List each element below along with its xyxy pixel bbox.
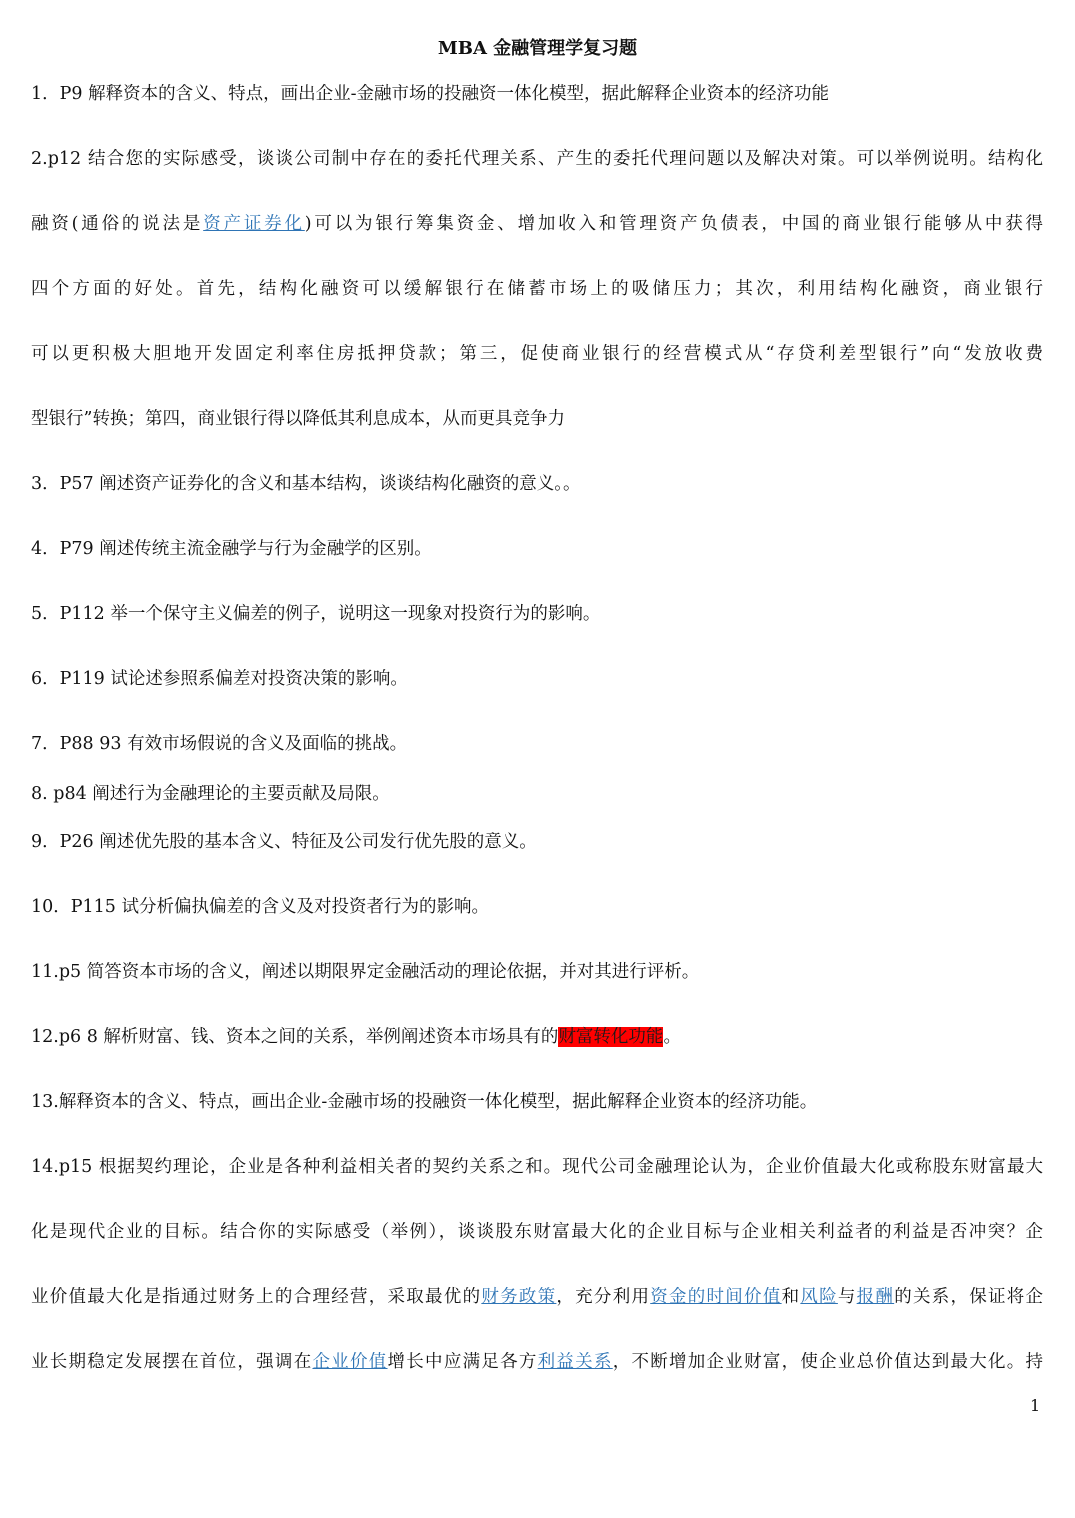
question-14-line-2: 化是现代企业的目标。结合你的实际感受（举例），谈谈股东财富最大化的企业目标与企业相关利益者的利益是否冲突？企 (31, 1222, 1043, 1242)
question-14-line-4 (31, 1350, 1043, 1374)
question-7: 7．P88 93 有效市场假说的含义及面临的挑战。 (31, 734, 408, 754)
question-9: 9．P26 阐述优先股的基本含义、特征及公司发行优先股的意义。 (31, 832, 537, 852)
link-enterprise-value[interactable]: 企业价值 (312, 1352, 388, 1372)
highlighted-text: 财富转化功能 (558, 1027, 664, 1047)
text-segment: ，不断增加企业财富，使企业总价值达到最大化。持 (612, 1352, 1043, 1372)
link-asset-securitization[interactable]: 资产证券化 (203, 214, 305, 234)
question-2-line-3: 四个方面的好处。首先，结构化融资可以缓解银行在储蓄市场上的吸储压力；其次，利用结构化融资，商业银行 (31, 279, 1043, 299)
question-2-line-1: 2.p12 结合您的实际感受，谈谈公司制中存在的委托代理关系、产生的委托代理问题以及解决对策。可以举例说明。结构化 (31, 149, 1043, 169)
question-14-line-1: 14.p15 根据契约理论，企业是各种利益相关者的契约关系之和。现代公司金融理论认为，企业价值最大化或称股东财富最大 (31, 1157, 1043, 1177)
question-8: 8. p84 阐述行为金融理论的主要贡献及局限。 (31, 784, 390, 804)
link-interest-relations[interactable]: 利益关系 (537, 1352, 613, 1372)
text-segment: 的关系，保证将企 (894, 1287, 1043, 1307)
text-segment: 融资(通俗的说法是 (31, 214, 204, 234)
text-segment: ，充分利用 (556, 1287, 651, 1307)
text-segment: 增长中应满足各方 (387, 1352, 538, 1372)
link-financial-policy[interactable]: 财务政策 (481, 1287, 557, 1307)
text-segment: 12.p6 8 解析财富、钱、资本之间的关系，举例阐述资本市场具有的 (31, 1027, 559, 1047)
text-segment: )可以为银行筹集资金、增加收入和管理资产负债表，中国的商业银行能够从中获得 (304, 214, 1043, 234)
text-segment: 业长期稳定发展摆在首位，强调在 (31, 1352, 313, 1372)
page-title: MBA 金融管理学复习题 (437, 38, 638, 59)
question-10: 10．P115 试分析偏执偏差的含义及对投资者行为的影响。 (31, 897, 490, 917)
link-time-value-of-money[interactable]: 资金的时间价值 (650, 1287, 782, 1307)
question-2-line-2 (31, 212, 1043, 236)
text-segment: 和 (781, 1287, 801, 1307)
question-13: 13.解释资本的含义、特点，画出企业-金融市场的投融资一体化模型，据此解释企业资本的经济功能。 (31, 1092, 818, 1112)
question-2-line-4: 可以更积极大胆地开发固定利率住房抵押贷款；第三，促使商业银行的经营模式从“存贷利差型银行”向“发放收费 (31, 344, 1043, 364)
text-segment: 与 (837, 1287, 857, 1307)
question-14-line-3 (31, 1285, 1043, 1309)
link-risk[interactable]: 风险 (800, 1287, 838, 1307)
question-2-line-5: 型银行”转换；第四，商业银行得以降低其利息成本，从而更具竞争力 (31, 409, 565, 429)
question-11: 11.p5 简答资本市场的含义，阐述以期限界定金融活动的理论依据，并对其进行评析。 (31, 962, 700, 982)
link-return[interactable]: 报酬 (856, 1287, 895, 1307)
text-segment: 。 (663, 1027, 681, 1047)
text-segment: 业价值最大化是指通过财务上的合理经营，采取最优的 (31, 1287, 482, 1307)
question-1: 1．P9 解释资本的含义、特点，画出企业-金融市场的投融资一体化模型，据此解释企业资本的经济功能 (31, 84, 830, 104)
page-number: 1 (1030, 1396, 1041, 1415)
question-12 (31, 1025, 1043, 1049)
question-3: 3．P57 阐述资产证券化的含义和基本结构，谈谈结构化融资的意义。。 (31, 474, 581, 494)
question-5: 5．P112 举一个保守主义偏差的例子，说明这一现象对投资行为的影响。 (31, 604, 601, 624)
question-6: 6．P119 试论述参照系偏差对投资决策的影响。 (31, 669, 408, 689)
question-4: 4．P79 阐述传统主流金融学与行为金融学的区别。 (31, 539, 432, 559)
